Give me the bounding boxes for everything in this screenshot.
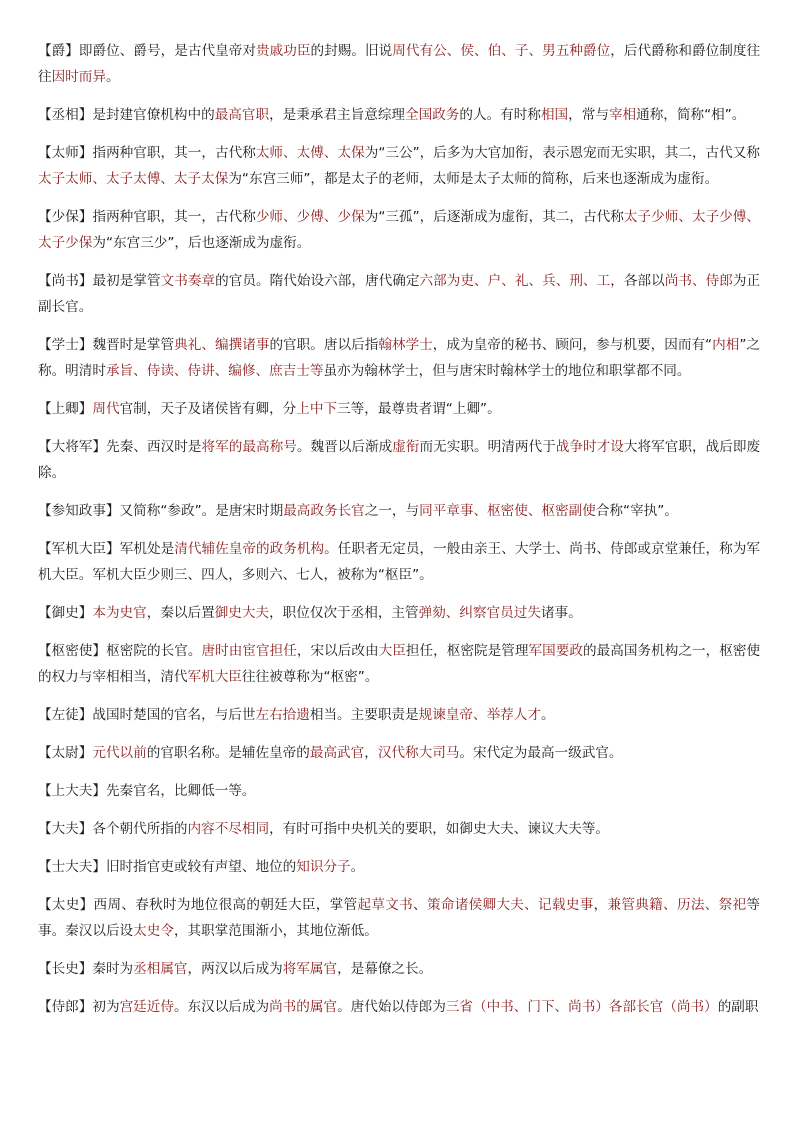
entry-text: 【爵】即爵位、爵号，是古代皇帝对 [38,43,256,59]
highlighted-term: 知识分子 [296,859,351,875]
glossary-entry [38,740,760,766]
entry-text: 担任，枢密院是管理 [405,643,529,659]
entry-text: 【枢密使】枢密院的长官。 [38,643,202,659]
highlighted-term: 同平章事、枢密使、枢密副使 [419,503,596,519]
highlighted-term: 最高官职 [214,107,270,123]
entry-text: 【侍郎】初为 [38,999,120,1015]
highlighted-term: 清代辅佐皇帝的政务机构 [174,541,325,557]
entry-text: ，后代爵称和爵位制度往往 [38,43,761,85]
glossary-entry [38,702,760,728]
highlighted-term: 汉代称大司马 [377,745,460,761]
entry-text: 的官职。唐以后指 [269,337,379,353]
entry-text: 官制，天子及诸侯皆有卿，分 [119,401,297,417]
highlighted-term: 三省（中书、门下、尚书）各部长官（尚书） [445,999,718,1015]
entry-text: 【大夫】各个朝代所指的 [38,821,188,837]
highlighted-term: 内容不尽相同 [187,821,270,837]
entry-text: 【军机大臣】军机处是 [38,541,175,557]
entry-text: ，常与 [568,107,609,123]
entry-text: ，各部以 [610,273,665,289]
highlighted-term: 文书奏章 [160,273,216,289]
glossary-entry [38,38,760,90]
entry-text: 【尚书】最初是掌管 [38,273,161,289]
highlighted-term: 内相 [712,337,740,353]
entry-text: 虽亦为翰林学士，但与唐宋时翰林学士的地位和职掌都不同。 [323,363,691,379]
entry-text: 。唐代始以侍郎为 [337,999,446,1015]
entry-text: ， [364,745,378,761]
highlighted-term: 因时而异 [51,69,106,85]
entry-text: ，两汉以后成为 [187,961,283,977]
entry-text: 【上大夫】先秦官名，比卿低一等。 [38,783,256,799]
entry-text: 。东汉以后成为 [173,999,270,1015]
highlighted-term: 唐时由宦官担任 [201,643,297,659]
entry-text: ”之称。明清时 [38,337,761,379]
entry-text: 往往被尊称为“枢密”。 [241,669,379,685]
entry-text: 。 [350,859,365,875]
highlighted-term: 左右拾遗 [255,707,310,723]
entry-text: 合称“宰执”。 [595,503,678,519]
entry-text: 相当。主要职责是 [309,707,419,723]
highlighted-term: 六部为吏、户、礼、兵、刑、工 [419,273,611,289]
entry-text: 通称，简称“相”。 [636,107,746,123]
entry-text: 【御史】 [38,605,93,621]
glossary-entry [38,498,760,524]
entry-text: 诸事。 [540,605,582,621]
entry-text: ，是秉承君主旨意综理 [269,107,406,123]
entry-text: 【士大夫】旧时指官吏或较有声望、地位的 [38,859,297,875]
entry-text: 为“三公”，后多为大官加衔，表示恩宠而无实职，其二，古代又称 [364,145,760,161]
entry-text: 【参知政事】又简称“参政”。是唐宋时期 [38,503,284,519]
entry-text: 而无实职。明清两代于 [419,439,556,455]
entry-text: 的官员。隋代始设六部，唐代确定 [215,273,420,289]
glossary-entry [38,854,760,880]
highlighted-term: 将军的最高称号 [201,439,297,455]
entry-text: 三等，最尊贵者谓“上卿”。 [337,401,501,417]
highlighted-term: 相国 [540,107,569,123]
entry-text: 【丞相】是封建官僚机构中的 [38,107,215,123]
entry-text: ，其职掌范围渐小，其地位渐低。 [173,923,378,939]
entry-text: 【大将军】先秦、西汉时是 [38,439,202,455]
highlighted-term: 少师、少傅、少保 [255,209,365,225]
glossary-entry [38,204,760,256]
entry-text: 的封赐。旧说 [310,43,393,59]
highlighted-term: 全国政务 [405,107,460,123]
entry-text: ，宋以后改由 [296,643,379,659]
entry-text: ，成为皇帝的秘书、顾问，参与机要，因而有“ [432,337,713,353]
glossary-entry [38,332,760,384]
highlighted-term: 军机大臣 [187,669,242,685]
entry-text: ，有时可指中央机关的要职，如御史大夫、谏议大夫等。 [269,821,609,837]
highlighted-term: 元代以前 [92,745,147,761]
entry-text: 大将军官职，战后即废除。 [38,439,761,481]
highlighted-term: 军国要政 [528,643,583,659]
entry-text: 【左徒】战国时楚国的官名，与后世 [38,707,256,723]
highlighted-term: 宫廷近侍 [119,999,174,1015]
glossary-entry [38,778,760,804]
entry-text: 【太史】西周、春秋时为地位很高的朝廷大臣，掌管 [38,897,358,913]
highlighted-term: 太子少师、太子少傅、太子少保 [38,209,761,251]
highlighted-term: 承旨、侍读、侍讲、编修、庶吉士等 [105,363,324,379]
highlighted-term: 将军属官 [282,961,338,977]
highlighted-term: 虚衔 [392,439,420,455]
highlighted-term: 战争时才设 [555,439,624,455]
highlighted-term: 典礼、编撰诸事 [174,337,270,353]
entry-text: 【长史】秦时为 [38,961,134,977]
highlighted-term: 弹劾、纠察官员过失 [418,605,541,621]
entry-text: 的官职名称。是辅佐皇帝的 [146,745,310,761]
glossary-entry [38,638,760,690]
glossary-entry [38,994,760,1020]
highlighted-term: 太子太师、太子太傅、太子太保 [38,171,229,187]
entry-text: 。宋代定为最高一级武官。 [459,745,623,761]
highlighted-term: 翰林学士 [378,337,433,353]
entry-text: ，是幕僚之长。 [337,961,433,977]
highlighted-term: 大臣 [378,643,406,659]
glossary-entry [38,536,760,588]
entry-text: 为“三孤”，后逐渐成为虚衔，其二，古代称 [364,209,624,225]
entry-text: 为“东宫三师”，都是太子的老师，太师是太子太师的简称，后来也逐渐成为虚衔。 [228,171,719,187]
highlighted-term: 尚书、侍郎 [664,273,733,289]
highlighted-term: 策命诸侯卿大夫、记载史事 [426,897,594,913]
highlighted-term: 本为史官 [92,605,147,621]
entry-text: 等事。秦汉以后设 [38,897,761,939]
highlighted-term: 周代 [92,401,120,417]
glossary-entry [38,600,760,626]
entry-text: ，秦以后置 [146,605,215,621]
entry-text: 的人。有时称 [459,107,541,123]
glossary-entry [38,816,760,842]
highlighted-term: 宰相 [608,107,637,123]
entry-text: 的副职 [717,999,759,1015]
entry-text: 【学士】魏晋时是掌管 [38,337,175,353]
highlighted-term: 上中下 [296,401,338,417]
highlighted-term: 最高政务长官 [283,503,365,519]
entry-text: 为正副长官。 [38,273,761,315]
glossary-entry [38,268,760,320]
highlighted-term: 御史大夫 [214,605,270,621]
entry-text: 【上卿】 [38,401,93,417]
entry-text: 。任职者无定员，一般由亲王、大学士、尚书、侍郎或京堂兼任，称为军机大臣。军机大臣少则三、四人，多则六、七人，被称为“枢臣”。 [38,541,761,583]
entry-text: 的最高国务机构之一，枢密使的权力与宰相相当，清代 [38,643,761,685]
entry-text: 之一，与 [364,503,420,519]
entry-text: ，职位仅次于丞相，主管 [269,605,419,621]
entry-text: 【太师】指两种官职，其一，古代称 [38,145,256,161]
entry-text: 。 [540,707,555,723]
highlighted-term: 贵戚功臣 [255,43,311,59]
highlighted-term: 太师、太傅、太保 [255,145,365,161]
glossary-entry [38,956,760,982]
highlighted-term: 兼管典籍、历法、祭祀 [607,897,747,913]
entry-text: 。 [105,69,120,85]
entry-text: 。魏晋以后渐成 [296,439,393,455]
entry-text: 、 [413,897,427,913]
highlighted-term: 最高武官 [309,745,365,761]
highlighted-term: 太史令 [133,923,174,939]
entry-text: 为“东宫三少”，后也逐渐成为虚衔。 [92,235,311,251]
highlighted-term: 规谏皇帝、举荐人才 [418,707,541,723]
highlighted-term: 起草文书 [357,897,414,913]
highlighted-term: 丞相属官 [133,961,188,977]
entry-text: 【少保】指两种官职，其一，古代称 [38,209,256,225]
highlighted-term: 周代有公、侯、伯、子、男五种爵位 [392,43,611,59]
glossary-entry [38,140,760,192]
entry-text: ， [593,897,608,913]
entry-text: 【太尉】 [38,745,93,761]
highlighted-term: 尚书的属官 [269,999,338,1015]
glossary-entry [38,434,760,486]
glossary-entry [38,102,760,128]
glossary-entry [38,892,760,944]
glossary-entry [38,396,760,422]
